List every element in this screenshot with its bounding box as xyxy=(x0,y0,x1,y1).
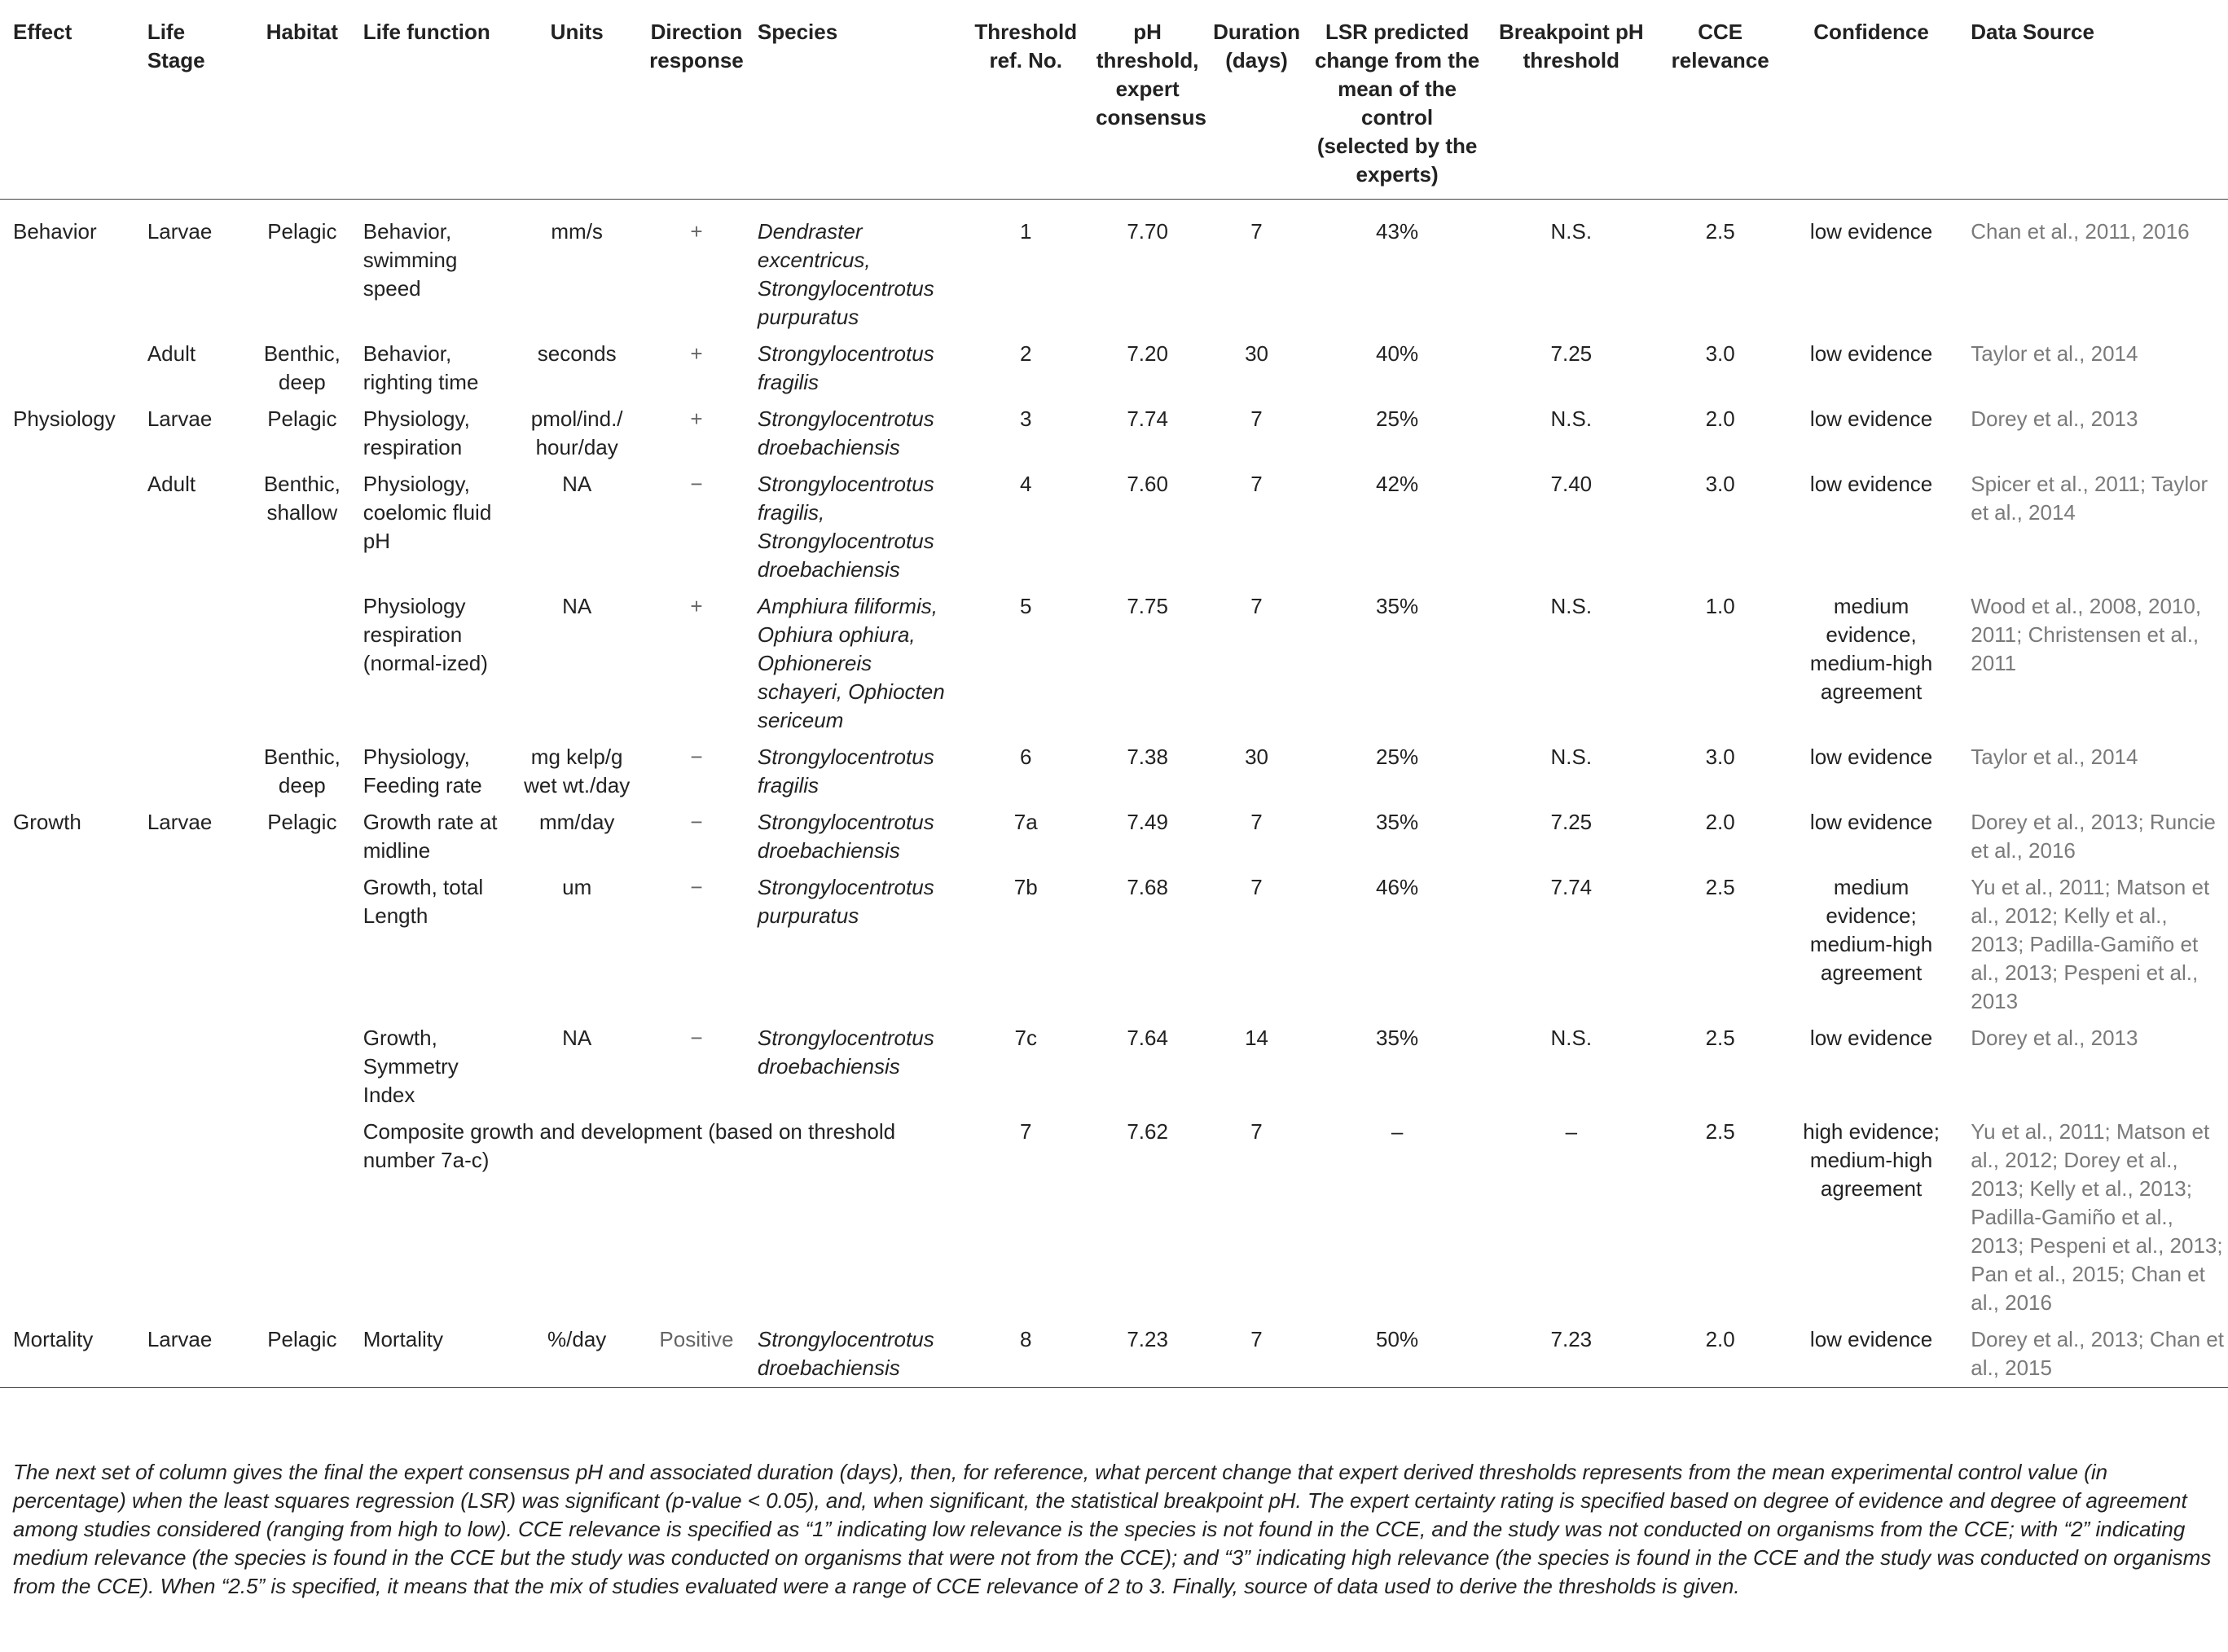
life-stage-cell: Adult xyxy=(147,341,196,366)
effect-cell: Growth xyxy=(13,810,81,834)
direction-cell: + xyxy=(690,594,703,618)
threshold-ref-cell: 4 xyxy=(1020,472,1032,496)
duration-cell: 7 xyxy=(1204,1319,1309,1388)
habitat-cell: Benthic, deep xyxy=(263,341,341,394)
duration-cell: 7 xyxy=(1250,472,1263,496)
header-species: Species xyxy=(751,0,961,200)
direction-cell: + xyxy=(690,341,703,366)
direction-cell: Positive xyxy=(642,1319,751,1388)
units-cell: seconds xyxy=(537,341,617,366)
threshold-ref-cell: 1 xyxy=(1020,219,1032,244)
cce-relevance-cell: 2.0 xyxy=(1705,810,1735,834)
confidence-cell: low evidence xyxy=(1809,1026,1933,1050)
lsr-change-cell: 25% xyxy=(1376,406,1419,431)
composite-conf-cell: high evidence; medium-high agreement xyxy=(1803,1119,1940,1201)
header-confidence: Confidence xyxy=(1783,0,1959,200)
header-habitat: Habitat xyxy=(248,0,357,200)
species-cell: Strongylocentrotus fragilis, Strongylocentrotus droebachiensis xyxy=(757,472,934,582)
units-cell: um xyxy=(562,875,592,899)
threshold-ref-cell: 5 xyxy=(1020,594,1032,618)
header-lsr-change: LSR predicted change from the mean of the control (selected by the experts) xyxy=(1309,0,1485,200)
ph-threshold-cell: 7.75 xyxy=(1127,594,1168,618)
direction-cell: + xyxy=(690,406,703,431)
table-row xyxy=(0,867,2228,1017)
units-cell: mm/s xyxy=(551,219,603,244)
data-source-cell: Chan et al., 2011, 2016 xyxy=(1971,219,2190,244)
duration-cell: 7 xyxy=(1250,875,1263,899)
effect-cell xyxy=(0,1017,134,1111)
cce-relevance-cell: 3.0 xyxy=(1705,745,1735,769)
effect-cell xyxy=(0,867,134,1017)
direction-cell: − xyxy=(690,745,703,769)
units-cell: NA xyxy=(562,594,592,618)
cce-relevance-cell: 2.0 xyxy=(1705,406,1735,431)
breakpoint-cell: 7.25 xyxy=(1550,341,1593,366)
confidence-cell: low evidence xyxy=(1783,1319,1959,1388)
ph-threshold-cell: 7.23 xyxy=(1091,1319,1204,1388)
species-cell: Strongylocentrotus droebachiensis xyxy=(751,1319,961,1388)
effect-cell xyxy=(0,586,134,736)
units-cell: NA xyxy=(562,1026,592,1050)
direction-cell: − xyxy=(690,472,703,496)
header-ph-threshold: pH threshold, expert consensus xyxy=(1091,0,1204,200)
units-cell: mm/day xyxy=(538,810,615,834)
table-row xyxy=(0,1319,2228,1388)
ph-threshold-cell: 7.60 xyxy=(1127,472,1168,496)
lsr-change-cell: 25% xyxy=(1376,745,1419,769)
lsr-change-cell: 42% xyxy=(1376,472,1419,496)
life-function-cell: Growth, total Length xyxy=(363,875,484,928)
breakpoint-cell: N.S. xyxy=(1550,1026,1593,1050)
life-stage-cell xyxy=(134,1017,248,1111)
life-stage-cell xyxy=(134,586,248,736)
life-function-cell: Mortality xyxy=(357,1319,512,1388)
species-cell: Strongylocentrotus droebachiensis xyxy=(757,406,934,459)
breakpoint-cell: 7.23 xyxy=(1485,1319,1657,1388)
table-row xyxy=(0,464,2228,586)
composite-bp-cell: – xyxy=(1565,1119,1578,1144)
confidence-cell: low evidence xyxy=(1809,406,1933,431)
header-life-stage: Life Stage xyxy=(134,0,248,200)
lsr-change-cell: 35% xyxy=(1376,810,1419,834)
direction-cell: − xyxy=(690,1026,703,1050)
breakpoint-cell: 7.40 xyxy=(1550,472,1593,496)
table-row-composite xyxy=(0,1111,2228,1319)
species-cell: Strongylocentrotus fragilis xyxy=(757,745,934,797)
threshold-ref-cell: 7c xyxy=(1014,1026,1037,1050)
habitat-cell: Benthic, shallow xyxy=(263,472,341,525)
units-cell: mg kelp/g wet wt./day xyxy=(524,745,631,797)
composite-src-cell: Yu et al., 2011; Matson et al., 2012; Dorey et al., 2013; Kelly et al., 2013; Padilla-Gamiño et al., 2013; Pespeni et al., 2013; Pan et al., 2015; Chan et al., 2016 xyxy=(1971,1119,2223,1315)
empty-cell xyxy=(248,1111,357,1319)
confidence-cell: medium evidence; medium-high agreement xyxy=(1809,875,1933,985)
ph-threshold-cell: 7.64 xyxy=(1127,1026,1168,1050)
table-row xyxy=(0,802,2228,867)
cce-relevance-cell: 3.0 xyxy=(1705,341,1735,366)
data-source-cell: Dorey et al., 2013; Chan et al., 2015 xyxy=(1959,1319,2228,1388)
duration-cell: 7 xyxy=(1250,594,1263,618)
life-stage-cell: Larvae xyxy=(147,219,213,244)
habitat-cell: Pelagic xyxy=(248,1319,357,1388)
confidence-cell: low evidence xyxy=(1809,341,1933,366)
threshold-ref-cell: 7b xyxy=(1013,875,1038,899)
life-stage-cell xyxy=(134,736,248,802)
data-source-cell: Yu et al., 2011; Matson et al., 2012; Kelly et al., 2013; Padilla-Gamiño et al., 2013; Pespeni et al., 2013 xyxy=(1971,875,2210,1013)
table-body xyxy=(0,200,2228,1388)
lsr-change-cell: 40% xyxy=(1376,341,1419,366)
effect-cell: Behavior xyxy=(13,219,97,244)
duration-cell: 30 xyxy=(1245,745,1268,769)
species-cell: Strongylocentrotus droebachiensis xyxy=(757,810,934,863)
confidence-cell: medium evidence, medium-high agreement xyxy=(1809,594,1933,704)
lsr-change-cell: 43% xyxy=(1376,219,1419,244)
habitat-cell: Pelagic xyxy=(267,219,337,244)
duration-cell: 14 xyxy=(1245,1026,1268,1050)
ph-threshold-cell: 7.38 xyxy=(1127,745,1168,769)
life-function-cell: Physiology, Feeding rate xyxy=(363,745,482,797)
header-duration: Duration (days) xyxy=(1204,0,1309,200)
life-stage-cell xyxy=(134,867,248,1017)
table-row xyxy=(0,586,2228,736)
life-function-cell: Growth rate at midline xyxy=(363,810,498,863)
header-breakpoint-ph: Breakpoint pH threshold xyxy=(1485,0,1657,200)
habitat-cell: Pelagic xyxy=(267,810,337,834)
life-stage-cell: Larvae xyxy=(147,406,213,431)
ph-threshold-cell: 7.70 xyxy=(1127,219,1168,244)
ph-threshold-cell: 7.20 xyxy=(1127,341,1168,366)
composite-thr-cell: 7 xyxy=(1020,1119,1032,1144)
direction-cell: + xyxy=(690,219,703,244)
life-stage-cell: Larvae xyxy=(134,1319,248,1388)
lsr-change-cell: 35% xyxy=(1376,1026,1419,1050)
units-cell: %/day xyxy=(512,1319,642,1388)
duration-cell: 30 xyxy=(1245,341,1268,366)
species-cell: Amphiura filiformis, Ophiura ophiura, Ophionereis schayeri, Ophiocten sericeum xyxy=(757,594,945,732)
life-function-cell: Physiology respiration (normal-ized) xyxy=(363,594,488,675)
ph-threshold-cell: 7.74 xyxy=(1127,406,1168,431)
data-source-cell: Taylor et al., 2014 xyxy=(1971,745,2138,769)
habitat-cell: Pelagic xyxy=(267,406,337,431)
header-life-function: Life function xyxy=(357,0,512,200)
species-cell: Strongylocentrotus droebachiensis xyxy=(757,1026,934,1079)
life-stage-cell: Larvae xyxy=(147,810,213,834)
data-source-cell: Dorey et al., 2013 xyxy=(1971,406,2138,431)
confidence-cell: low evidence xyxy=(1809,745,1933,769)
duration-cell: 7 xyxy=(1250,219,1263,244)
lsr-change-cell: 50% xyxy=(1309,1319,1485,1388)
cce-relevance-cell: 2.0 xyxy=(1657,1319,1783,1388)
threshold-ref-cell: 2 xyxy=(1020,341,1032,366)
data-source-cell: Dorey et al., 2013 xyxy=(1971,1026,2138,1050)
header-effect: Effect xyxy=(0,0,134,200)
direction-cell: − xyxy=(690,810,703,834)
life-function-cell: Growth, Symmetry Index xyxy=(363,1026,459,1107)
breakpoint-cell: N.S. xyxy=(1550,406,1593,431)
species-cell: Dendraster excentricus, Strongylocentrotus purpuratus xyxy=(757,219,934,329)
composite-label-cell: Composite growth and development (based on threshold number 7a-c) xyxy=(363,1119,896,1172)
confidence-cell: low evidence xyxy=(1809,810,1933,834)
threshold-ref-cell: 3 xyxy=(1020,406,1032,431)
cce-relevance-cell: 2.5 xyxy=(1705,219,1735,244)
breakpoint-cell: 7.25 xyxy=(1550,810,1593,834)
data-source-cell: Dorey et al., 2013; Runcie et al., 2016 xyxy=(1971,810,2216,863)
species-cell: Strongylocentrotus purpuratus xyxy=(757,875,934,928)
data-source-cell: Taylor et al., 2014 xyxy=(1971,341,2138,366)
habitat-cell xyxy=(248,586,357,736)
header-cce-relevance: CCE relevance xyxy=(1657,0,1783,200)
composite-ph-cell: 7.62 xyxy=(1127,1119,1168,1144)
habitat-cell xyxy=(248,1017,357,1111)
composite-dur-cell: 7 xyxy=(1250,1119,1263,1144)
habitat-cell: Benthic, deep xyxy=(263,745,341,797)
table-row xyxy=(0,1017,2228,1111)
cce-relevance-cell: 2.5 xyxy=(1705,875,1735,899)
effect-cell xyxy=(0,736,134,802)
confidence-cell: low evidence xyxy=(1809,472,1933,496)
habitat-cell xyxy=(248,867,357,1017)
effect-cell: Mortality xyxy=(0,1319,134,1388)
threshold-ref-cell: 8 xyxy=(960,1319,1091,1388)
units-cell: pmol/ind./ hour/day xyxy=(530,406,623,459)
cce-relevance-cell: 2.5 xyxy=(1705,1026,1735,1050)
lsr-change-cell: 35% xyxy=(1376,594,1419,618)
header-direction-response: Direction response xyxy=(642,0,751,200)
life-function-cell: Physiology, respiration xyxy=(363,406,470,459)
life-stage-cell: Adult xyxy=(147,472,196,496)
lsr-change-cell: 46% xyxy=(1376,875,1419,899)
species-cell: Strongylocentrotus fragilis xyxy=(757,341,934,394)
breakpoint-cell: N.S. xyxy=(1550,219,1593,244)
life-function-cell: Physiology, coelomic fluid pH xyxy=(363,472,492,553)
breakpoint-cell: N.S. xyxy=(1550,594,1593,618)
table-footnote: The next set of column gives the final the expert consensus pH and associated duration (days), then, for reference, what percent change that expert derived thresholds represents from the mean experimental control value (in percentage) when the least squares regression (LSR) was significant (p-value < 0.05), and, when significant, the statistical breakpoint pH. The expert certainty rating is specified based on degree of evidence and degree of agreement among studies considered (ranging from high to low). CCE relevance is specified as “1” indicating low relevance is the species is not found in the CCE, and the study was not conducted on organisms from the CCE; with “2” indicating medium relevance (the species is found in the CCE but the study was conducted on organisms that were not from the CCE); and “3” indicating high relevance (the species is found in the CCE and the study was conducted on organisms from the CCE). When “2.5” is specified, it means that the mix of studies evaluated were a range of CCE relevance of 2 to 3. Finally, source of data used to derive the thresholds is given. xyxy=(13,1460,2212,1598)
breakpoint-cell: N.S. xyxy=(1550,745,1593,769)
composite-cce-cell: 2.5 xyxy=(1705,1119,1735,1144)
effect-cell xyxy=(0,464,134,586)
composite-lsr-cell: – xyxy=(1391,1119,1404,1144)
table-row xyxy=(0,200,2228,334)
header-row xyxy=(0,0,2228,200)
threshold-ref-cell: 7a xyxy=(1013,810,1038,834)
table-row xyxy=(0,736,2228,802)
duration-cell: 7 xyxy=(1250,810,1263,834)
table-row xyxy=(0,333,2228,398)
duration-cell: 7 xyxy=(1250,406,1263,431)
header-threshold-ref: Threshold ref. No. xyxy=(960,0,1091,200)
cce-relevance-cell: 1.0 xyxy=(1705,594,1735,618)
effect-cell xyxy=(0,333,134,398)
ph-threshold-cell: 7.49 xyxy=(1127,810,1168,834)
header-data-source: Data Source xyxy=(1959,0,2228,200)
breakpoint-cell: 7.74 xyxy=(1550,875,1593,899)
header-units: Units xyxy=(512,0,642,200)
data-source-cell: Wood et al., 2008, 2010, 2011; Christensen et al., 2011 xyxy=(1971,594,2202,675)
confidence-cell: low evidence xyxy=(1809,219,1933,244)
direction-cell: − xyxy=(690,875,703,899)
effect-cell: Physiology xyxy=(13,406,116,431)
life-function-cell: Behavior, swimming speed xyxy=(363,219,458,301)
life-function-cell: Behavior, righting time xyxy=(363,341,479,394)
data-source-cell: Spicer et al., 2011; Taylor et al., 2014 xyxy=(1971,472,2208,525)
empty-cell xyxy=(0,1111,134,1319)
table-row xyxy=(0,398,2228,464)
units-cell: NA xyxy=(562,472,592,496)
cce-relevance-cell: 3.0 xyxy=(1705,472,1735,496)
empty-cell xyxy=(134,1111,248,1319)
ph-threshold-cell: 7.68 xyxy=(1127,875,1168,899)
threshold-ref-cell: 6 xyxy=(1020,745,1032,769)
